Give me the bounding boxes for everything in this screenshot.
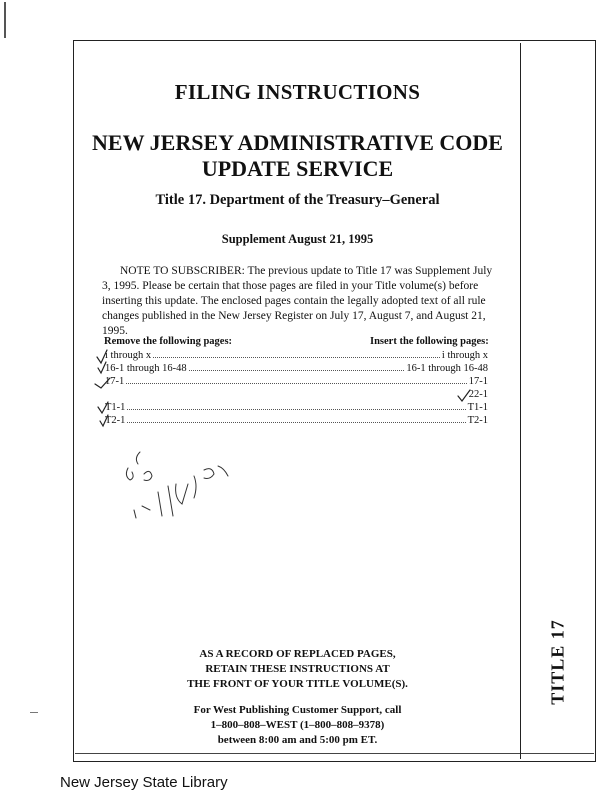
remove-page: 16-1 through 16-48 — [105, 363, 187, 374]
page-row — [105, 388, 488, 401]
side-tab — [528, 612, 588, 712]
side-tab-rule — [520, 43, 521, 759]
insert-page: T1-1 — [467, 402, 488, 413]
insert-page: 17-1 — [468, 376, 488, 387]
support-hours: between 8:00 am and 5:00 pm ET. — [217, 734, 378, 746]
page-title: FILING INSTRUCTIONS — [174, 80, 421, 104]
department-subtitle: Title 17. Department of the Treasury–General — [155, 192, 440, 208]
insert-page: 22-1 — [468, 389, 488, 400]
page-list — [105, 349, 488, 427]
record-notice — [75, 647, 520, 692]
support-line: For West Publishing Customer Support, call — [193, 704, 402, 716]
page-row — [105, 362, 488, 375]
subscriber-note: NOTE TO SUBSCRIBER: The previous update to Title 17 was Supplement July 3, 1995. Please be certain that those pages are filed in your Title volume(s) before inserting this update. The enclosed pages contain the legally adopted text of all rule changes published in the New Jersey Register on July 17, August 7, and August 21, 1995. — [102, 265, 493, 337]
remove-page: T2-1 — [105, 415, 126, 426]
margin-dash — [30, 712, 38, 713]
insert-header: Insert the following pages: — [370, 336, 489, 347]
supplement-date: Supplement August 21, 1995 — [221, 232, 374, 246]
page-row — [105, 349, 488, 362]
insert-page: i through x — [441, 350, 488, 361]
page-row — [105, 401, 488, 414]
code-title-line1: NEW JERSEY ADMINISTRATIVE CODE — [92, 130, 503, 155]
remove-page: 17-1 — [105, 376, 125, 387]
support-notice — [75, 703, 520, 748]
code-title — [75, 130, 520, 182]
insert-page: 16-1 through 16-48 — [406, 363, 488, 374]
record-line: RETAIN THESE INSTRUCTIONS AT — [205, 663, 390, 675]
insert-page: T2-1 — [467, 415, 488, 426]
handwritten-notation — [110, 440, 260, 540]
side-tab-label: TITLE 17 — [547, 619, 568, 705]
page-row — [105, 414, 488, 427]
leader-dots — [127, 409, 465, 410]
leader-dots — [127, 422, 465, 423]
leader-dots — [126, 383, 467, 384]
record-line: AS A RECORD OF REPLACED PAGES, — [199, 648, 396, 660]
remove-header: Remove the following pages: — [104, 336, 233, 347]
library-caption: New Jersey State Library — [60, 774, 228, 791]
page-row — [105, 375, 488, 388]
remove-page: i through x — [105, 350, 152, 361]
edge-mark — [4, 2, 6, 38]
code-title-line2: UPDATE SERVICE — [201, 156, 394, 181]
record-line: THE FRONT OF YOUR TITLE VOLUME(S). — [187, 678, 408, 690]
support-phone: 1–800–808–WEST (1–800–808–9378) — [210, 719, 385, 731]
leader-dots — [153, 357, 440, 358]
remove-page: T1-1 — [105, 402, 126, 413]
leader-dots — [189, 370, 405, 371]
